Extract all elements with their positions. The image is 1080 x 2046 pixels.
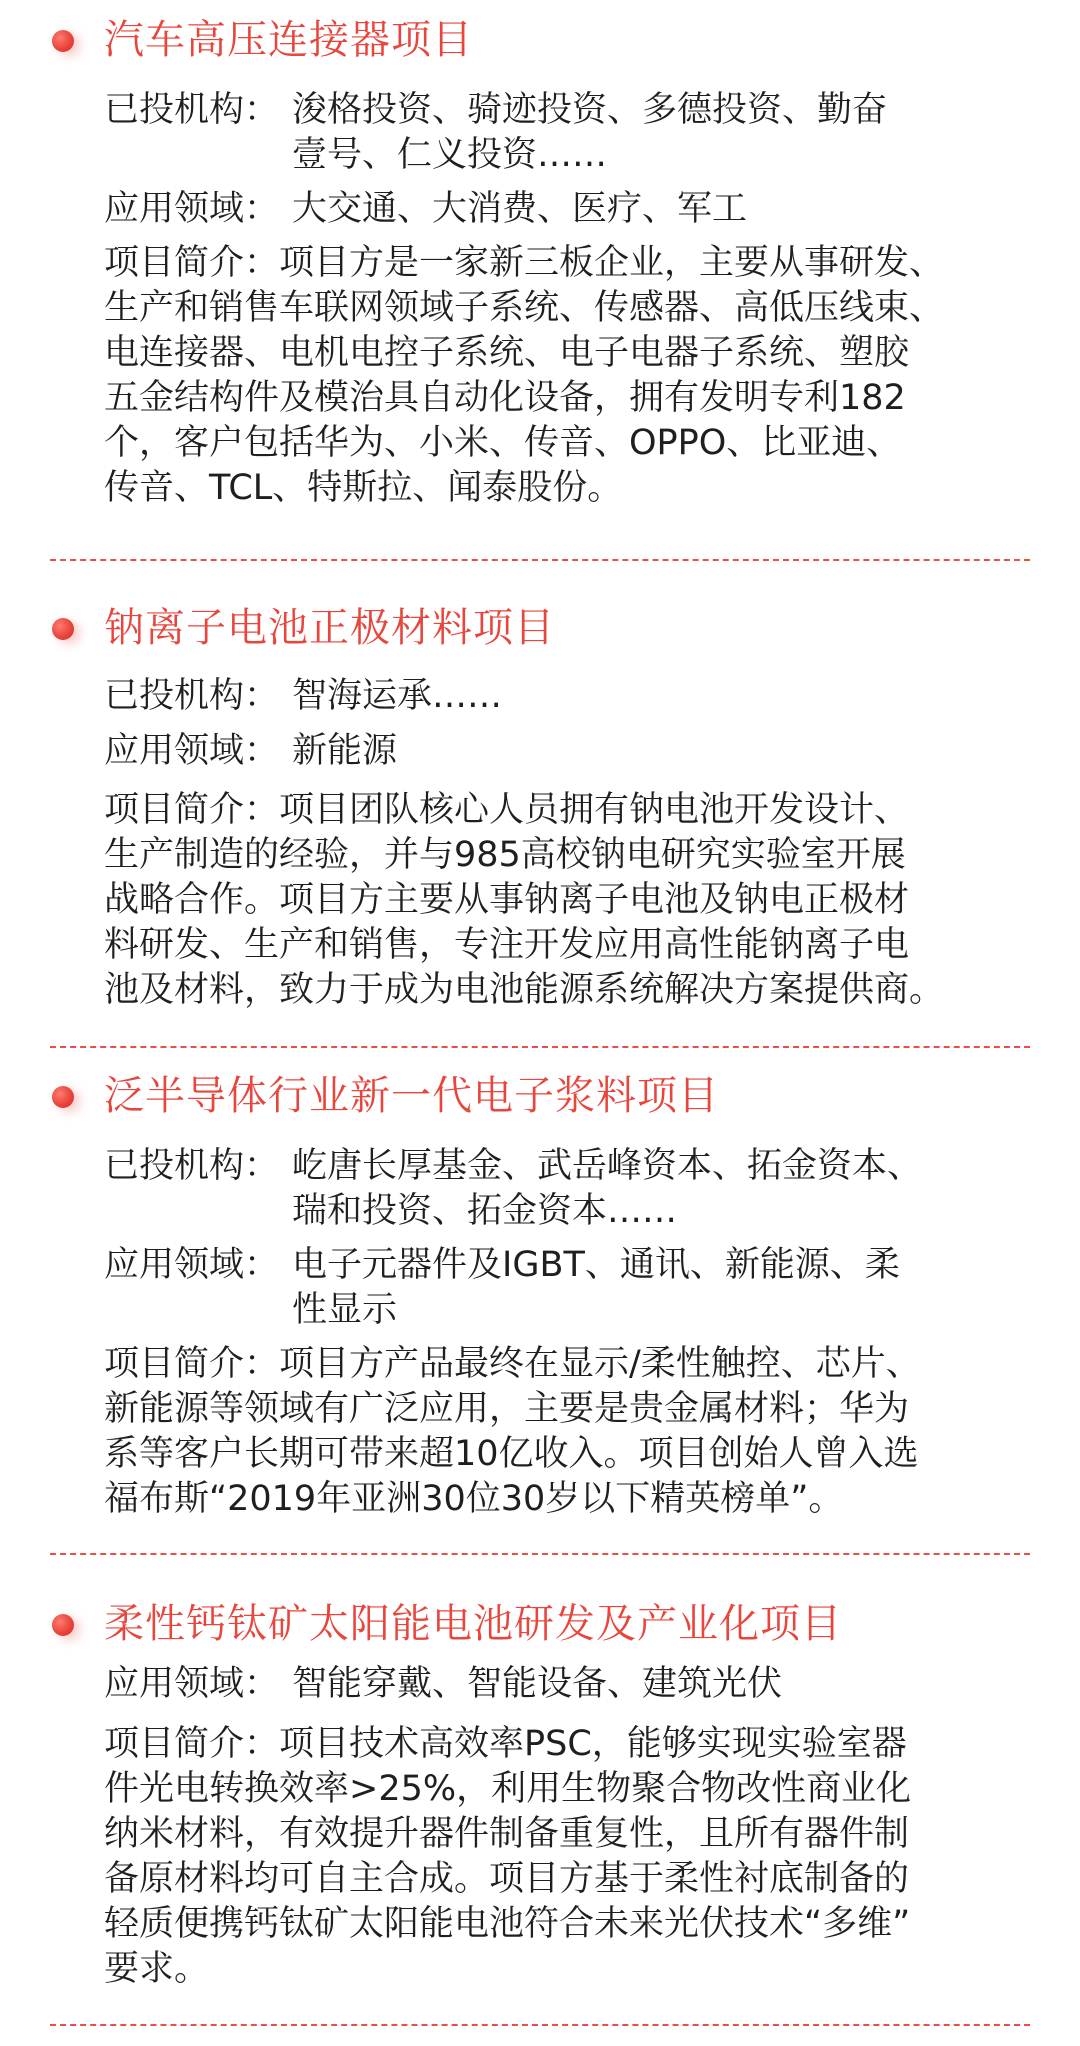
investors-field [104,1144,1024,1234]
investors-label: 已投机构： [104,676,280,716]
section-divider [50,559,1030,561]
application-fields [104,729,1024,774]
bullet-dot-icon [52,30,74,52]
project-intro: 项目简介：项目方产品最终在显示/柔性触控、芯片、 新能源等领域有广泛应用，主要是贵金属材料；华为 系等客户长期可带来超10亿收入。项目创始人曾入选 福布斯“2019年亚洲30位30岁以下精英榜单”。 [104,1344,921,1519]
project-title-row [0,598,1080,658]
bullet-dot-icon [52,1086,74,1108]
project-title-row [0,1066,1080,1126]
project-title: 泛半导体行业新一代电子浆料项目 [104,1073,719,1119]
application-fields-value: 智能穿戴、智能设备、建筑光伏 [292,1664,783,1704]
project-intro: 项目简介：项目技术高效率PSC，能够实现实验室器 件光电转换效率>25%，利用生物聚合物改性商业化 纳米材料，有效提升器件制备重复性，且所有器件制 备原材料均可自主合成。项目方基于柔性衬底制备的 轻质便携钙钛矿太阳能电池符合未来光伏技术“多维” 要求。 [104,1724,912,1989]
project-title: 柔性钙钛矿太阳能电池研发及产业化项目 [104,1601,842,1647]
bullet-dot-icon [52,618,74,640]
project-title-row [0,10,1080,70]
investors-label: 已投机构： [104,90,280,130]
project-title: 钠离子电池正极材料项目 [104,605,555,651]
application-fields [104,1662,1024,1707]
investors-value: 浚格投资、骑迹投资、多德投资、勤奋 壹号、仁义投资…… [292,90,888,175]
section-divider [50,2024,1030,2026]
investors-label: 已投机构： [104,1146,280,1186]
section-divider [50,1046,1030,1048]
application-fields [104,1243,1024,1333]
section-divider [50,1553,1030,1555]
project-card-2 [0,598,1080,1010]
bullet-dot-icon [52,1614,74,1636]
investors-field [104,88,1024,178]
project-intro: 项目简介：项目方是一家新三板企业，主要从事研发、 生产和销售车联网领域子系统、传感器、高低压线束、 电连接器、电机电控子系统、电子电器子系统、塑胶 五金结构件及模治具自动化设备，拥有发明专利182 个，客户包括华为、小米、传音、OPPO、比亚迪、 传音、TCL、特斯拉、闻泰股份。 [104,243,945,508]
project-card-1 [0,10,1080,508]
project-intro: 项目简介：项目团队核心人员拥有钠电池开发设计、 生产制造的经验，并与985高校钠电研究实验室开展 战略合作。项目方主要从事钠离子电池及钠电正极材 料研发、生产和销售，专注开发应用高性能钠离子电 池及材料，致力于成为电池能源系统解决方案提供商。 [104,790,945,1010]
project-card-3 [0,1066,1080,1519]
application-fields-label: 应用领域： [104,189,280,229]
investors-value: 屹唐长厚基金、武岳峰资本、拓金资本、 瑞和投资、拓金资本…… [292,1146,923,1231]
project-card-4 [0,1594,1080,1989]
application-fields-value: 电子元器件及IGBT、通讯、新能源、柔 性显示 [292,1245,900,1330]
application-fields [104,187,1024,232]
application-fields-value: 大交通、大消费、医疗、军工 [292,189,748,229]
investors-value: 智海运承…… [292,676,503,716]
investors-field [104,674,1024,719]
project-title: 汽车高压连接器项目 [104,17,473,63]
application-fields-label: 应用领域： [104,731,280,771]
application-fields-label: 应用领域： [104,1664,280,1704]
application-fields-value: 新能源 [292,731,398,771]
application-fields-label: 应用领域： [104,1245,280,1285]
project-title-row [0,1594,1080,1654]
